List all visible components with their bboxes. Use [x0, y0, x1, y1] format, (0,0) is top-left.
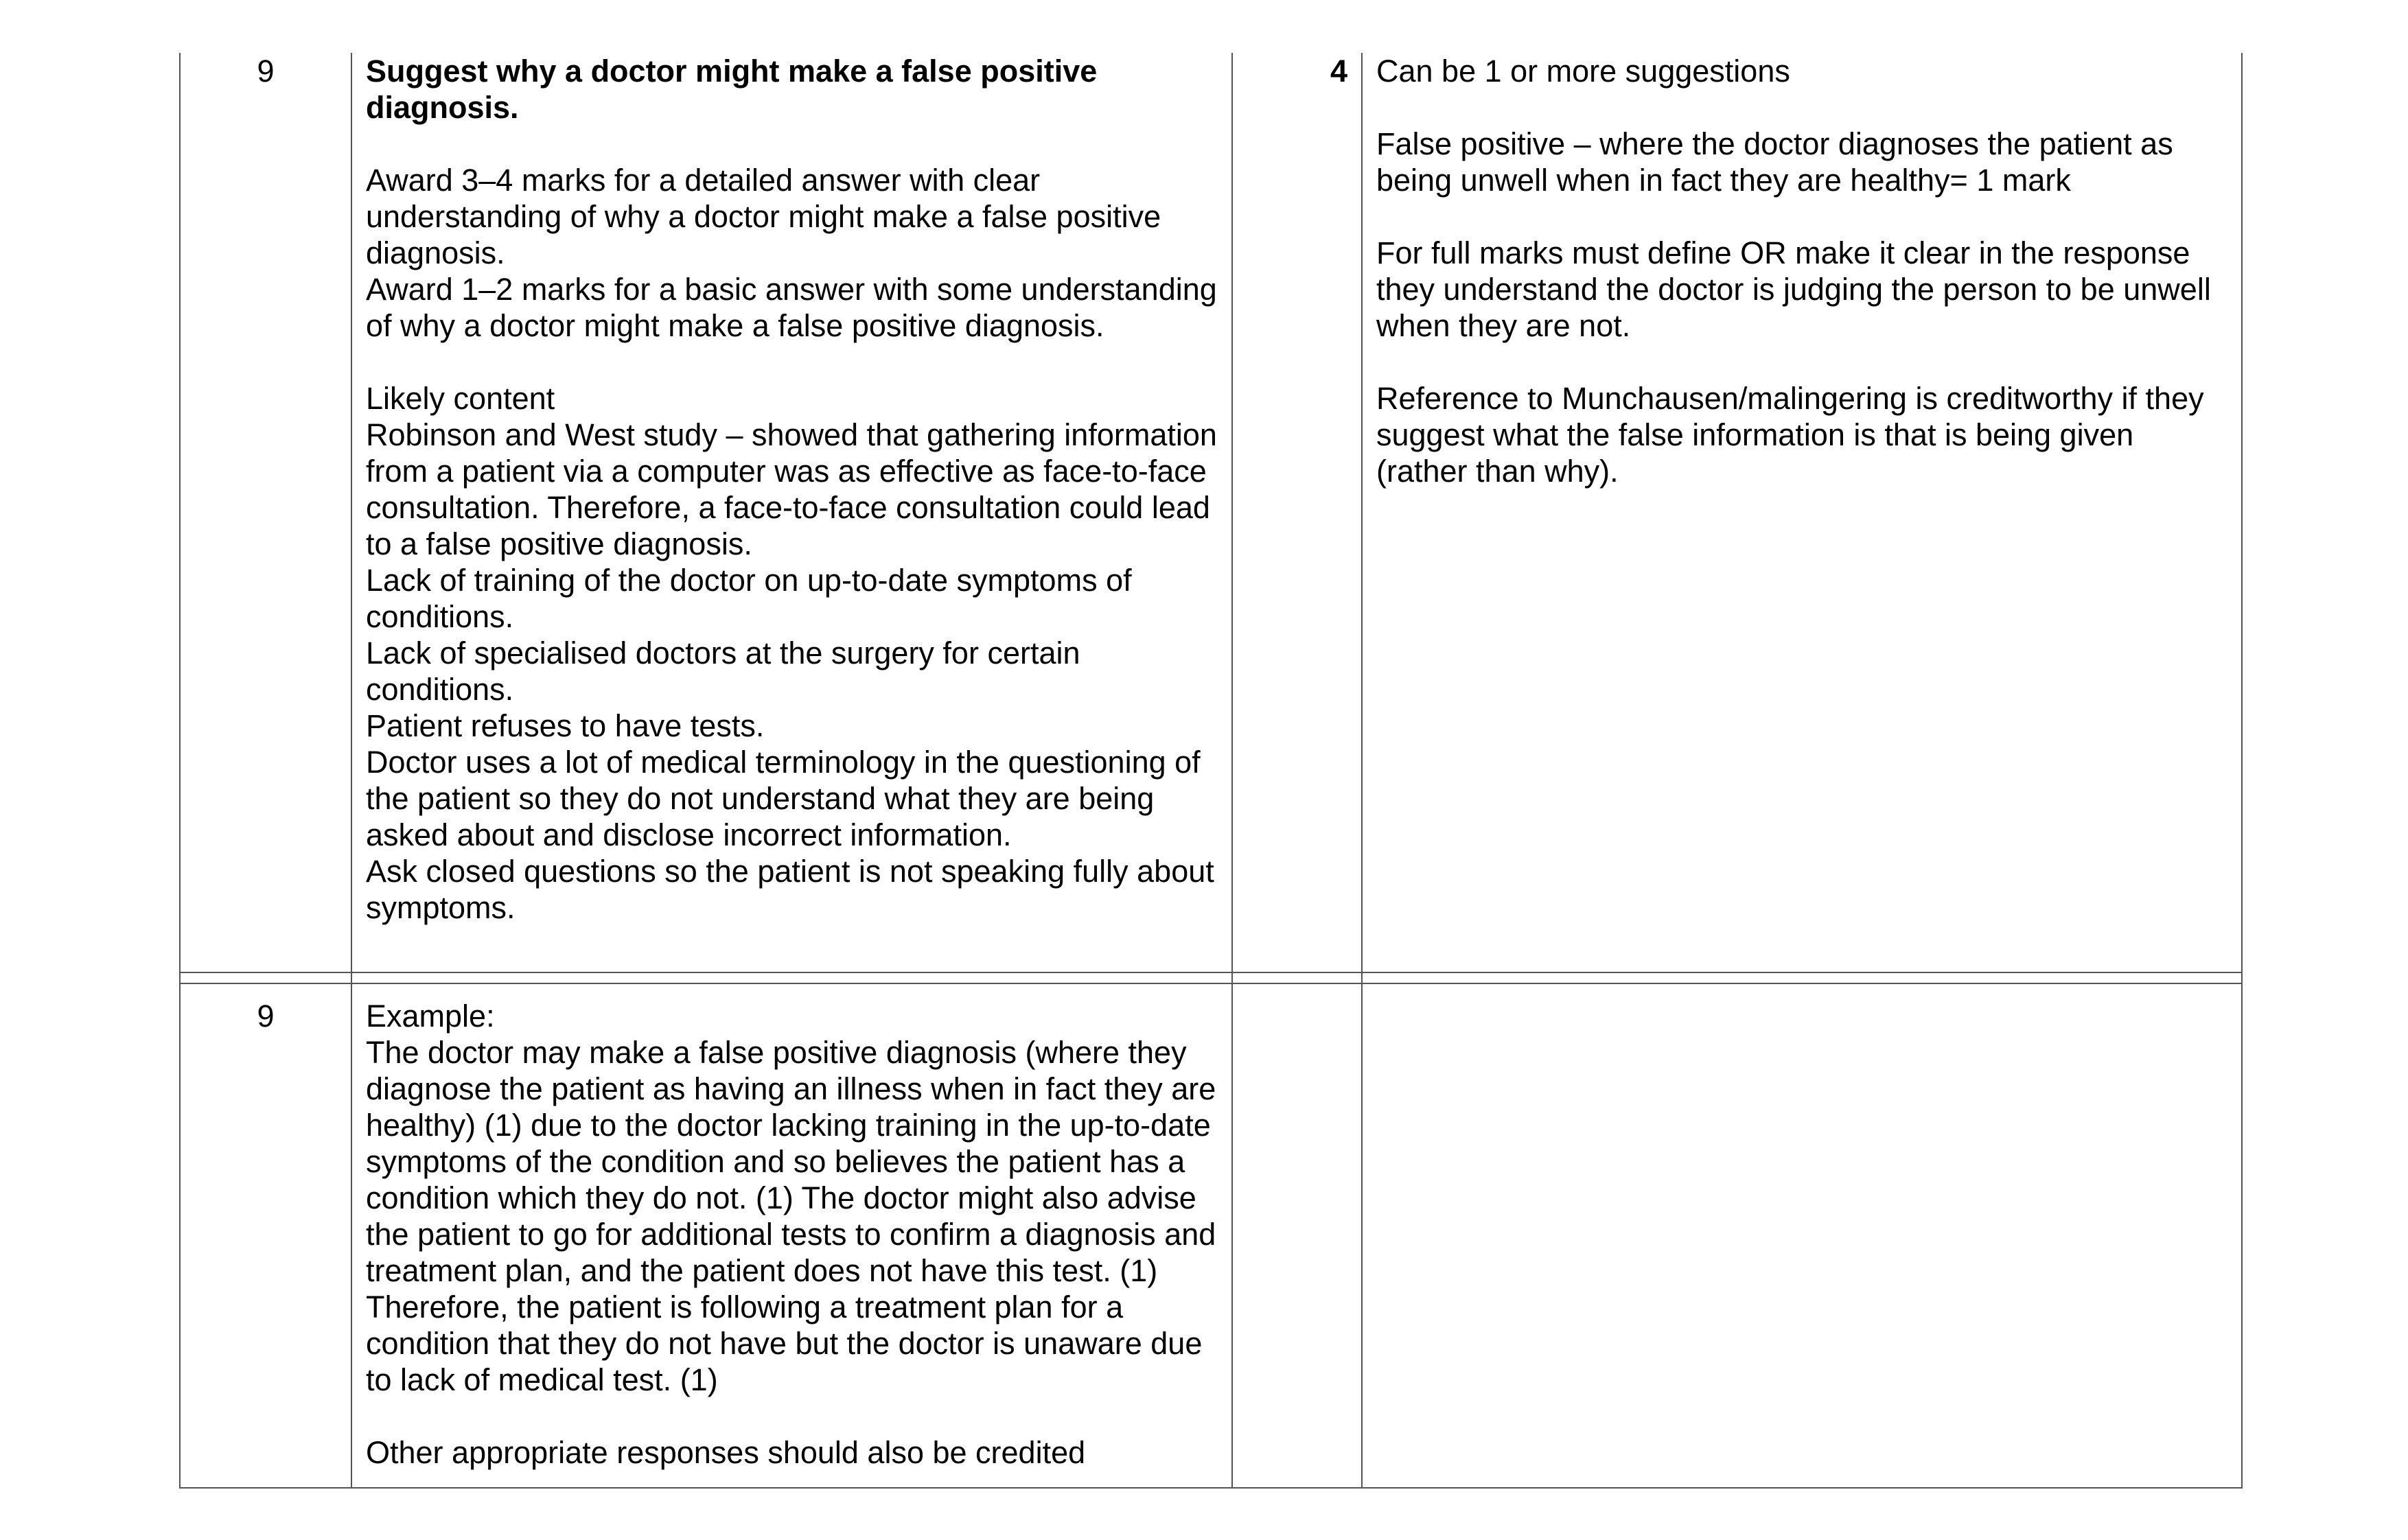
other-responses-note: Other appropriate responses should also be credited [366, 1435, 1086, 1470]
table-row [180, 53, 2242, 972]
guidance-text: Reference to Munchausen/malingering is creditworthy if they suggest what the false information is that is being given (rather than why). [1376, 381, 2213, 489]
table-row [180, 983, 2242, 1488]
question-number: 9 [180, 53, 351, 972]
answer-cell [351, 983, 1232, 1488]
guidance-text: For full marks must define OR make it clear in the response they understand the doctor is judging the person to be unwell when they are not. [1376, 235, 2220, 343]
likely-content-point: Doctor uses a lot of medical terminology in the questioning of the patient so they do not understand what they are being asked about and disclose incorrect information. [366, 745, 1209, 852]
award-low-band: Award 1–2 marks for a basic answer with some understanding of why a doctor might make a false positive diagnosis. [366, 272, 1226, 343]
likely-content-label: Likely content [366, 381, 555, 416]
question-number: 9 [180, 983, 351, 1488]
likely-content-point: Ask closed questions so the patient is not speaking fully about symptoms. [366, 854, 1223, 925]
likely-content-point: Lack of training of the doctor on up-to-date symptoms of conditions. [366, 563, 1141, 634]
likely-content-point: Lack of specialised doctors at the surgery for certain conditions. [366, 635, 1089, 707]
marks-value [1232, 983, 1362, 1488]
guidance-text: False positive – where the doctor diagnoses the patient as being unwell when in fact they are healthy= 1 mark [1376, 126, 2182, 198]
marks-value: 4 [1232, 53, 1362, 972]
guidance-cell [1362, 53, 2242, 972]
guidance-text: Can be 1 or more suggestions [1376, 54, 1790, 89]
example-label: Example: [366, 999, 495, 1034]
question-heading: Suggest why a doctor might make a false positive diagnosis. [366, 54, 1106, 125]
likely-content-point: Robinson and West study – showed that gathering information from a patient via a computer was as effective as face-to-face consultation. Therefore, a face-to-face consultation could lead to a false positive diagnosis. [366, 417, 1226, 561]
answer-cell [351, 53, 1232, 972]
award-high-band: Award 3–4 marks for a detailed answer with clear understanding of why a doctor might make a false positive diagnosis. [366, 163, 1170, 270]
row-divider [180, 972, 2242, 983]
mark-scheme-table [179, 53, 2243, 1489]
likely-content-point: Patient refuses to have tests. [366, 708, 765, 743]
example-text: The doctor may make a false positive diagnosis (where they diagnose the patient as having an illness when in fact they are healthy) (1) due to the doctor lacking training in the up-to-date symptoms of the condition and so believes the patient has a condition which they do not. (1) The doctor might also advise the patient to go for additional tests to confirm a diagnosis and treatment plan, and the patient does not have this test. (1) Therefore, the patient is following a treatment plan for a condition that they do not have but the doctor is unaware due to lack of medical test. (1) [366, 1035, 1225, 1397]
guidance-cell [1362, 983, 2242, 1488]
